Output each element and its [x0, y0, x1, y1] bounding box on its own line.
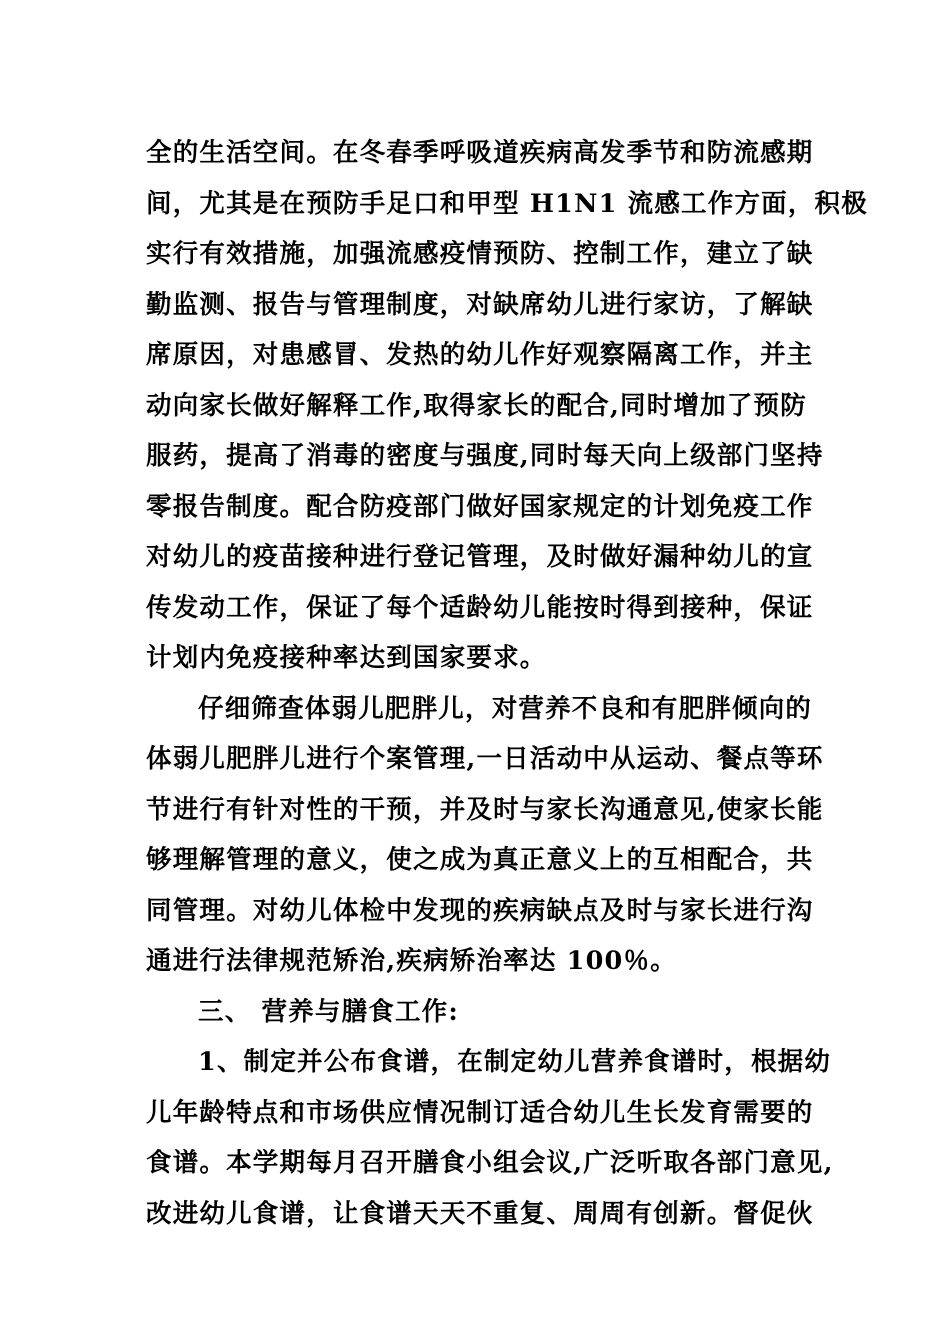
text-line: 够理解管理的意义，使之成为真正意义上的互相配合，共 — [146, 845, 814, 875]
paragraph-start-line: 1、制定并公布食谱，在制定幼儿营养食谱时，根据幼 — [198, 1047, 832, 1077]
text-line: 零报告制度。配合防疫部门做好国家规定的计划免疫工作 — [146, 491, 814, 522]
text-line: 服药，提高了消毒的密度与强度,同时每天向上级部门坚持 — [146, 441, 824, 471]
paragraph-start-line: 仔细筛查体弱儿肥胖儿，对营养不良和有肥胖倾向的 — [198, 693, 813, 724]
text-line: 席原因，对患感冒、发热的幼儿作好观察隔离工作，并主 — [146, 340, 814, 370]
section-heading: 三、 营养与膳食工作: — [198, 996, 459, 1027]
text-line: 对幼儿的疫苗接种进行登记管理，及时做好漏种幼儿的宣 — [146, 542, 814, 572]
text-line: 食谱。本学期每月召开膳食小组会议,广泛听取各部门意见, — [146, 1148, 834, 1178]
text-line: 计划内免疫接种率达到国家要求。 — [146, 643, 547, 673]
document-body — [146, 128, 868, 1239]
text-line: 间，尤其是在预防手足口和甲型 H1N1 流感工作方面，积极 — [146, 188, 868, 219]
text-line: 改进幼儿食谱，让食谱天天不重复、周周有创新。督促伙 — [146, 1198, 814, 1229]
text-line: 实行有效措施，加强流感疫情预防、控制工作，建立了缺 — [146, 239, 814, 269]
text-line: 儿年龄特点和市场供应情况制订适合幼儿生长发育需要的 — [146, 1097, 814, 1128]
text-line: 同管理。对幼儿体检中发现的疾病缺点及时与家长进行沟 — [146, 895, 814, 926]
text-line: 体弱儿肥胖儿进行个案管理,一日活动中从运动、餐点等环 — [146, 744, 824, 774]
text-line: 通进行法律规范矫治,疾病矫治率达 100％。 — [146, 946, 677, 976]
text-line: 勤监测、报告与管理制度，对缺席幼儿进行家访，了解缺 — [146, 289, 814, 320]
text-line: 全的生活空间。在冬春季呼吸道疾病高发季节和防流感期 — [146, 138, 814, 168]
text-line: 动向家长做好解释工作,取得家长的配合,同时增加了预防 — [146, 390, 807, 421]
text-line: 节进行有针对性的干预，并及时与家长沟通意见,使家长能 — [146, 794, 824, 825]
text-line: 传发动工作，保证了每个适龄幼儿能按时得到接种，保证 — [146, 592, 814, 623]
